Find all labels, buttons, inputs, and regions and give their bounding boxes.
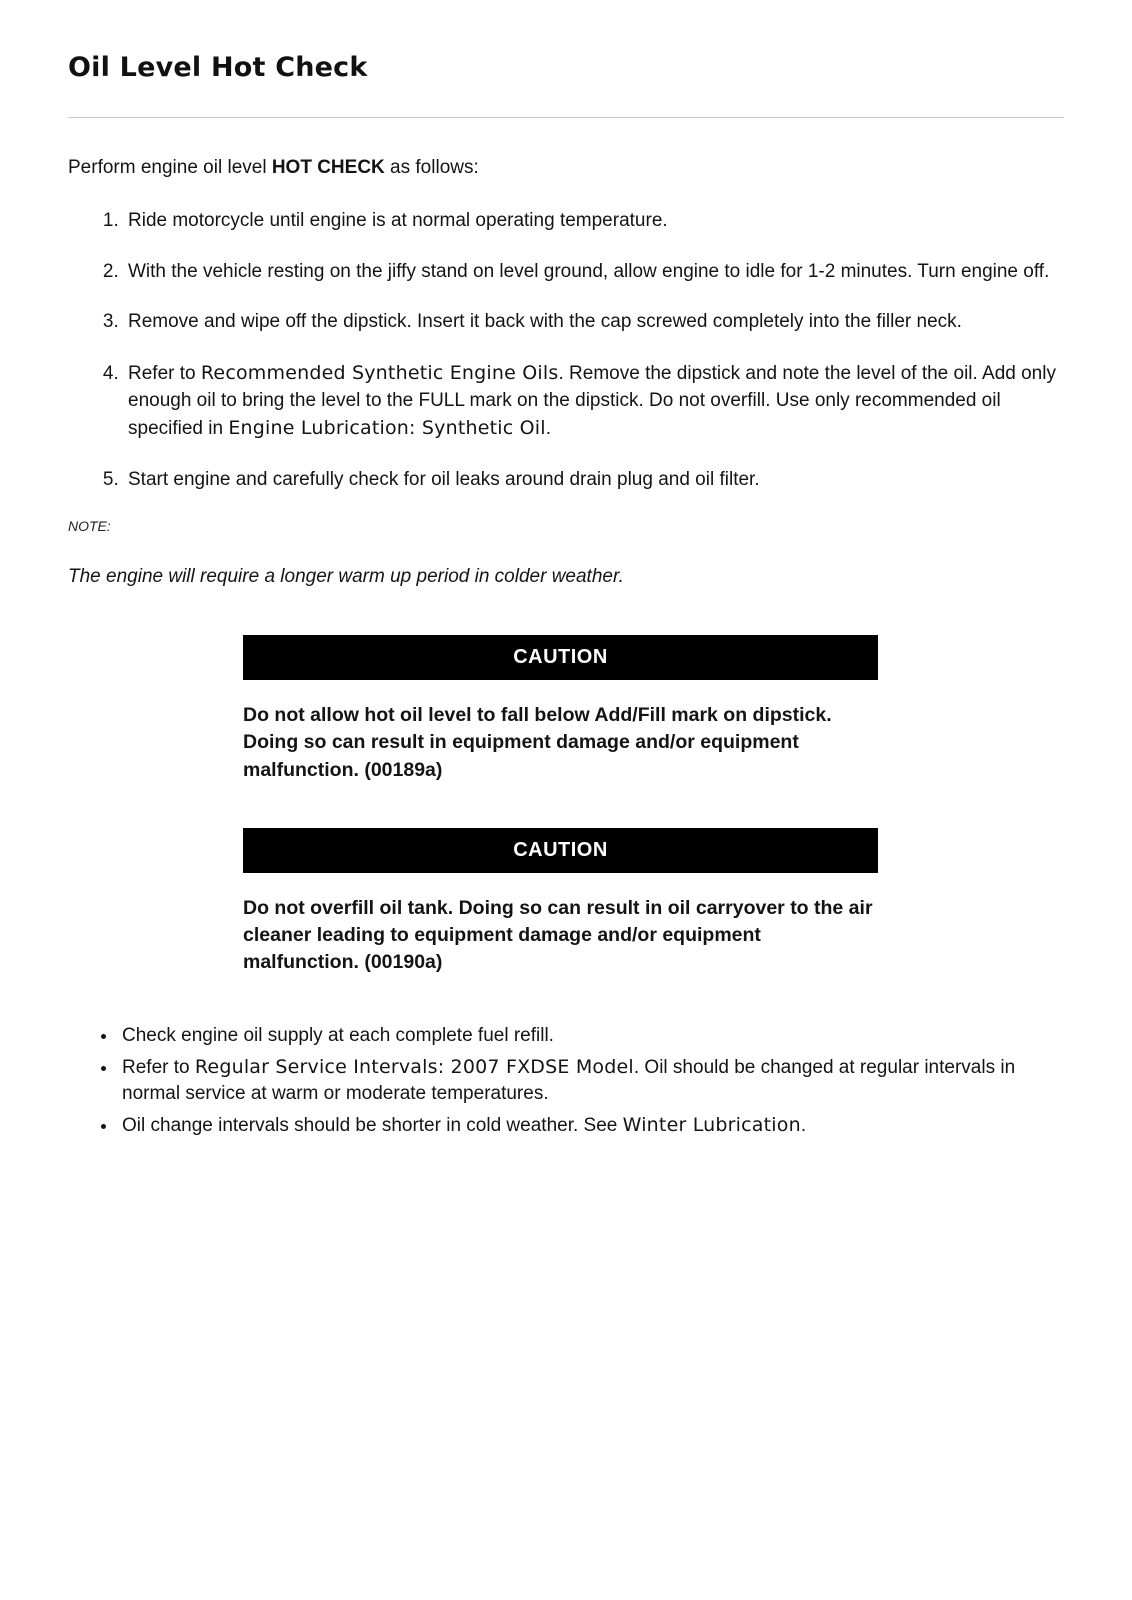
text-run: .	[800, 1115, 807, 1137]
text-run: . Remove the dipstick and note the level of the oil. Add only enough oil to bring the level to the FULL mark on the dipstick. Do not overfill. Use only recommended oil specified in	[128, 363, 1056, 440]
caution-header: CAUTION	[243, 828, 878, 873]
page-title: Oil Level Hot Check	[68, 52, 368, 83]
text-run: Refer to	[128, 363, 201, 385]
note-bullet-item	[118, 1112, 1064, 1139]
procedure-steps-list	[68, 208, 1064, 495]
text-run: . Oil should be changed at regular intervals in normal service at warm or moderate temperatures.	[122, 1056, 1016, 1105]
procedure-step	[124, 309, 1064, 336]
cross-reference-link[interactable]: Engine Lubrication: Synthetic Oil	[228, 417, 546, 440]
procedure-step	[124, 259, 1064, 286]
cross-reference-link[interactable]: Recommended Synthetic Engine Oils	[200, 362, 559, 385]
cross-reference-link[interactable]: Winter Lubrication	[622, 1114, 801, 1137]
text-run: HOT CHECK	[271, 157, 385, 178]
cross-reference-link[interactable]: Regular Service Intervals: 2007 FXDSE Model	[194, 1055, 634, 1078]
text-run: .	[545, 418, 552, 440]
note-bullet-item	[118, 1023, 1064, 1049]
text-run: Start engine and carefully check for oil leaks around drain plug and oil filter.	[128, 469, 760, 491]
procedure-step	[124, 467, 1064, 494]
caution-block-2	[243, 828, 878, 977]
text-run: Oil change intervals should be shorter in cold weather. See	[122, 1115, 623, 1137]
text-run: as follows:	[384, 157, 479, 178]
caution-header: CAUTION	[243, 635, 878, 680]
note-label: NOTE:	[68, 518, 111, 535]
text-run: Check engine oil supply at each complete fuel refill.	[122, 1024, 554, 1046]
text-run: With the vehicle resting on the jiffy stand on level ground, allow engine to idle for 1-2 minutes. Turn engine off.	[128, 260, 1050, 282]
text-run: Perform engine oil level	[68, 157, 272, 178]
note-text: The engine will require a longer warm up period in colder weather.	[68, 566, 624, 588]
caution-block-1	[243, 635, 878, 784]
caution-body: Do not allow hot oil level to fall below Add/Fill mark on dipstick. Doing so can result in equipment damage and/or equipment malfunction. (00189a)	[243, 703, 832, 781]
intro-paragraph	[68, 154, 1064, 182]
text-run: Refer to	[122, 1056, 195, 1078]
text-run: Remove and wipe off the dipstick. Insert it back with the cap screwed completely into the filler neck.	[128, 311, 962, 333]
procedure-step	[124, 360, 1064, 443]
procedure-step	[124, 208, 1064, 235]
text-run: Ride motorcycle until engine is at normal operating temperature.	[128, 209, 668, 231]
notes-bullet-list	[68, 1023, 1064, 1140]
title-divider	[68, 117, 1064, 118]
caution-body: Do not overfill oil tank. Doing so can result in oil carryover to the air cleaner leading to equipment damage and/or equipment malfunction. (00190a)	[243, 896, 873, 974]
note-bullet-item	[118, 1054, 1064, 1107]
